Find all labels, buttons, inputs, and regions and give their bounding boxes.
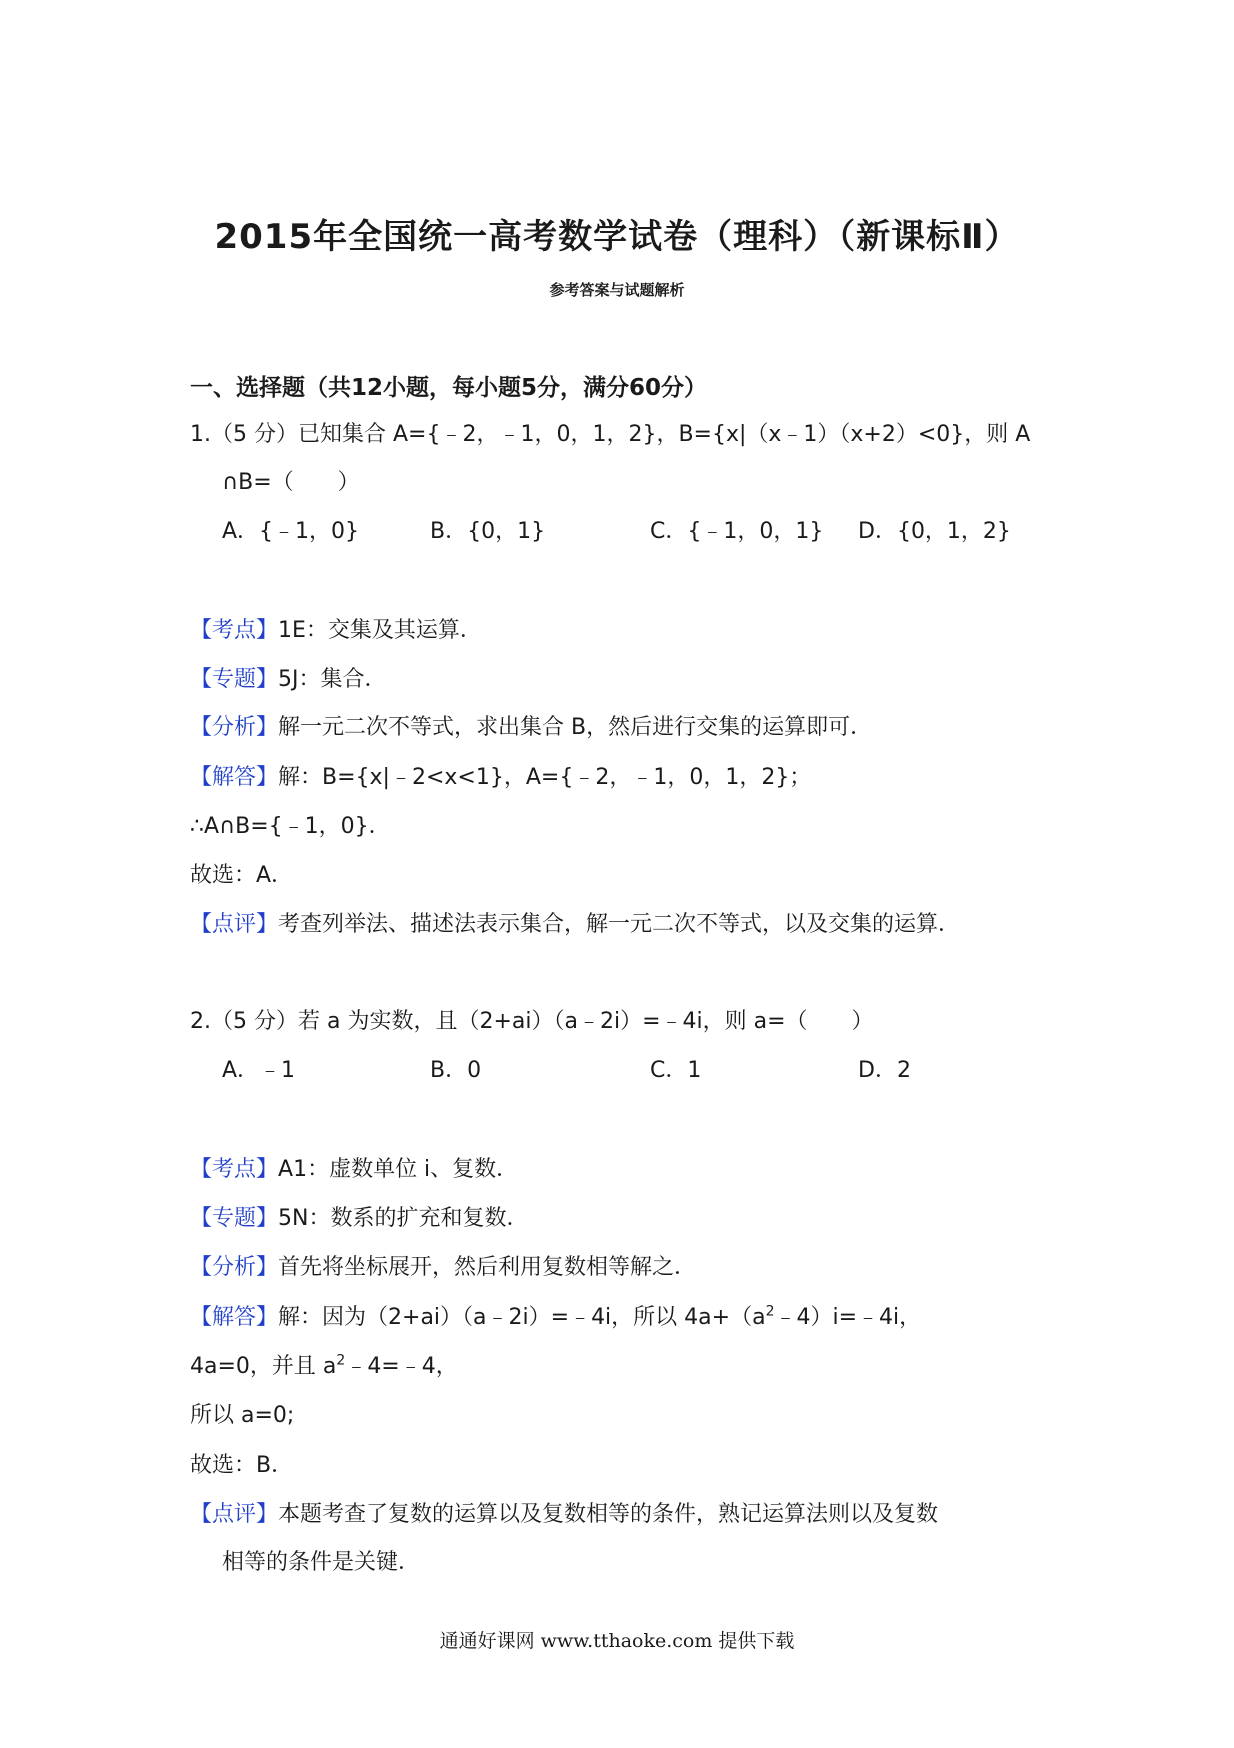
section-heading: 一、选择题（共12小题，每小题5分，满分60分） — [190, 375, 708, 401]
q1-option-c: C．{﹣1，0，1} — [650, 519, 824, 544]
page-footer: 通通好课网 www.tthaoke.com 提供下载 — [439, 1630, 795, 1652]
jieda-tag: 【解答】 — [190, 1305, 279, 1330]
q2-kaodian-text: A1：虚数单位 i、复数． — [278, 1157, 519, 1182]
q2-answer: 故选：B． — [190, 1453, 294, 1478]
q2-zhuanti-text: 5N：数系的扩充和复数． — [278, 1206, 529, 1231]
q2-fenxi-text: 首先将坐标展开，然后利用复数相等解之． — [278, 1255, 697, 1280]
document-title: 2015年全国统一高考数学试卷（理科）（新课标Ⅱ） — [214, 217, 1020, 257]
q2-dianping-text: 本题考查了复数的运算以及复数相等的条件，熟记运算法则以及复数 — [278, 1502, 939, 1527]
q2-step3: 所以 a=0; — [190, 1403, 295, 1428]
q2-option-b: B．0 — [430, 1058, 482, 1083]
q1-answer: 故选：A． — [190, 863, 294, 888]
q2-stem: 2.（5 分）若 a 为实数，且（2+ai）（a﹣2i）=﹣4i，则 a=（ ） — [190, 1009, 874, 1034]
q1-kaodian-text: 1E：交集及其运算． — [278, 618, 482, 643]
q1-option-d: D．{0，1，2} — [858, 519, 1011, 544]
document-subtitle: 参考答案与试题解析 — [549, 281, 685, 299]
q2-fenxi — [190, 1254, 696, 1282]
q2-option-c: C．1 — [650, 1058, 702, 1083]
q1-dianping — [190, 911, 960, 939]
q2-jieda-pre: 解：因为（2+ai）（a﹣2i）=﹣4i，所以 4a+（a — [278, 1305, 766, 1330]
zhuanti-tag: 【专题】 — [190, 667, 279, 692]
kaodian-tag: 【考点】 — [190, 618, 279, 643]
q1-zhuanti-text: 5J：集合． — [278, 667, 387, 692]
q2-zhuanti — [190, 1205, 528, 1233]
jieda-tag: 【解答】 — [190, 765, 279, 790]
q1-jieda — [190, 764, 811, 792]
q2-dianping — [190, 1501, 938, 1529]
q1-step2: ∴A∩B={﹣1，0}． — [190, 814, 391, 839]
dianping-tag: 【点评】 — [190, 1502, 279, 1527]
q1-stem-line2: ∩B=（ ） — [222, 470, 360, 495]
q1-option-a: A．{﹣1，0} — [222, 519, 360, 544]
q2-jieda-post: ﹣4）i=﹣4i， — [774, 1305, 922, 1330]
q2-option-d: D．2 — [858, 1058, 911, 1083]
zhuanti-tag: 【专题】 — [190, 1206, 279, 1231]
q2-step2 — [190, 1353, 458, 1381]
q2-step2-post: ﹣4=﹣4， — [345, 1354, 458, 1379]
q1-fenxi — [190, 714, 872, 742]
dianping-tag: 【点评】 — [190, 912, 279, 937]
q1-fenxi-text: 解一元二次不等式，求出集合 B，然后进行交集的运算即可． — [278, 715, 873, 740]
q2-option-a: A．﹣1 — [222, 1058, 296, 1083]
q2-step2-pre: 4a=0，并且 a — [190, 1354, 337, 1379]
q1-jieda-text: 解：B={x|﹣2<x<1}，A={﹣2，﹣1，0，1，2}； — [278, 765, 812, 790]
q2-step2-exponent: 2 — [336, 1352, 346, 1369]
q1-zhuanti — [190, 666, 387, 694]
q2-dianping-line2: 相等的条件是关键． — [222, 1550, 421, 1575]
fenxi-tag: 【分析】 — [190, 715, 279, 740]
q1-kaodian — [190, 617, 482, 645]
q1-dianping-text: 考查列举法、描述法表示集合，解一元二次不等式，以及交集的运算． — [278, 912, 961, 937]
fenxi-tag: 【分析】 — [190, 1255, 279, 1280]
kaodian-tag: 【考点】 — [190, 1157, 279, 1182]
q1-stem-line1: 1.（5 分）已知集合 A={﹣2，﹣1，0，1，2}，B={x|（x﹣1）（x+2）<0}，则 A — [190, 422, 1031, 447]
q2-jieda — [190, 1304, 921, 1332]
q2-jieda-exponent: 2 — [765, 1303, 775, 1320]
q2-kaodian — [190, 1156, 518, 1184]
q1-option-b: B．{0，1} — [430, 519, 546, 544]
